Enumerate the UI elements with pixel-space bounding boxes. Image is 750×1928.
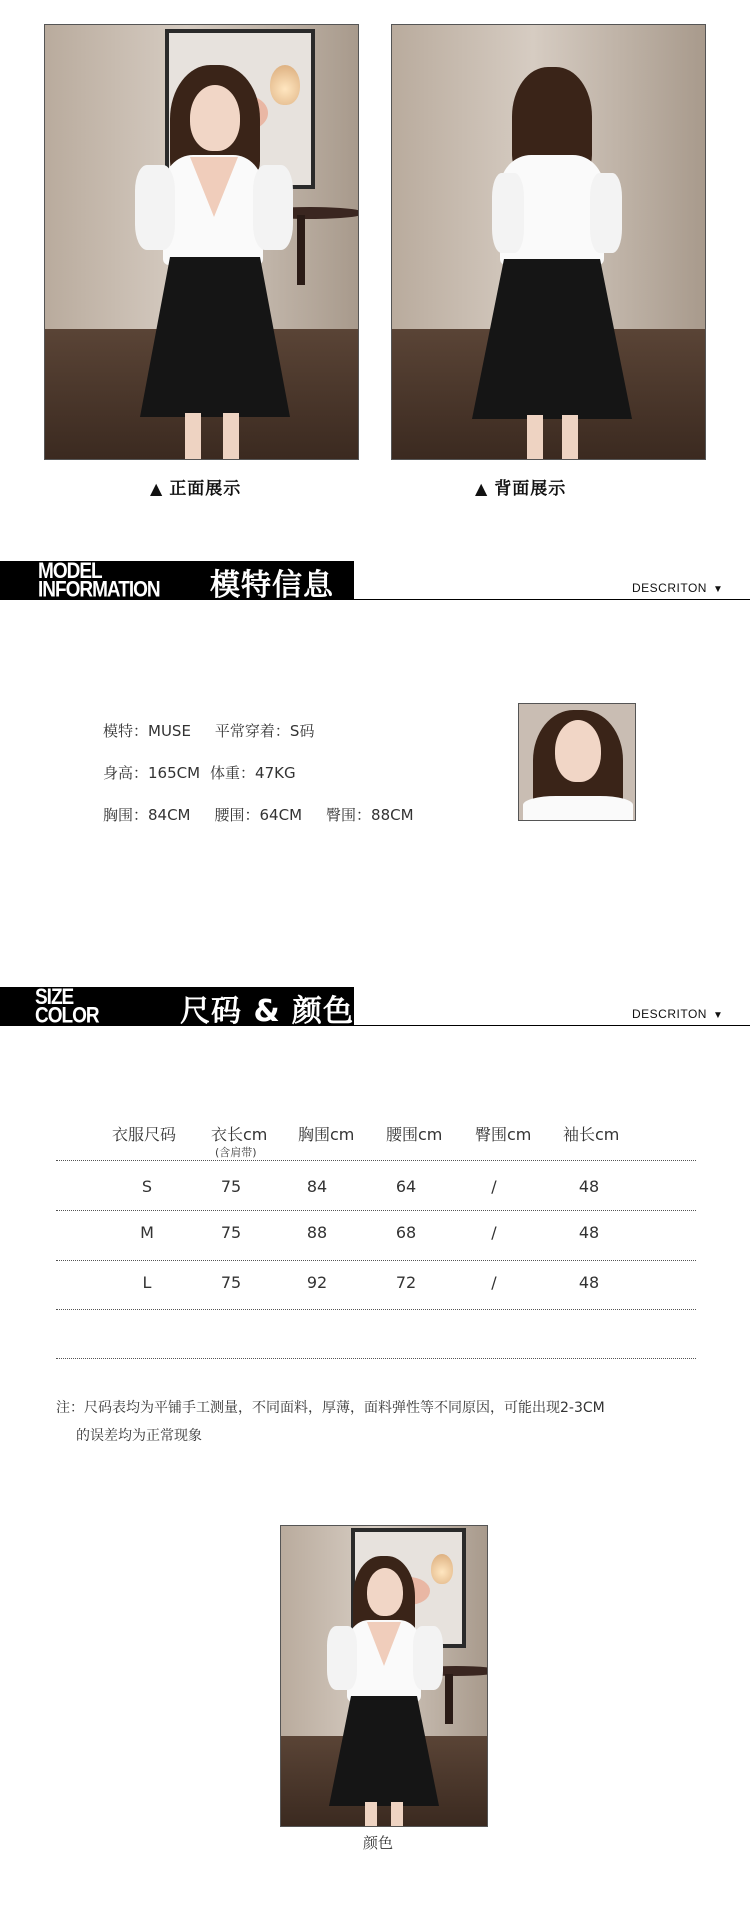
description-label: DESCRITON: [632, 581, 707, 595]
cell-sleeve-m: 48: [578, 1223, 600, 1242]
cell-size-l: L: [142, 1273, 152, 1292]
table-divider: [56, 1358, 696, 1359]
size-color-header-line: [0, 1025, 750, 1026]
table-divider: [56, 1260, 696, 1261]
model-name: 模特：MUSE: [103, 722, 191, 740]
cell-sleeve-s: 48: [578, 1177, 600, 1196]
model-usual-size: 平常穿着：S码: [214, 722, 315, 740]
front-view-photo: [44, 24, 359, 460]
size-color-header-en: [35, 985, 99, 1029]
model-info-en-line2: INFORMATION: [38, 577, 160, 603]
color-caption: 颜色: [363, 1834, 394, 1852]
model-info-header-title: 模特信息: [210, 568, 334, 603]
model-weight: 体重：47KG: [210, 764, 296, 782]
cell-sleeve-l: 48: [578, 1273, 600, 1292]
size-color-description: [632, 1007, 723, 1021]
cell-bust-s: 84: [306, 1177, 328, 1196]
cell-waist-s: 64: [395, 1177, 417, 1196]
model-info-row-2: [103, 762, 320, 783]
measurement-note-line-2: 的误差均为正常现象: [76, 1428, 202, 1444]
cell-size-s: S: [141, 1177, 153, 1196]
header-sleeve: 袖长cm: [563, 1125, 620, 1144]
model-portrait-photo: [518, 703, 636, 821]
model-info-row-3: [103, 804, 438, 825]
table-divider: [56, 1160, 696, 1161]
header-bust: 胸围cm: [298, 1125, 355, 1144]
cell-hip-m: /: [491, 1223, 497, 1242]
model-info-description: [632, 581, 723, 595]
cell-length-s: 75: [220, 1177, 242, 1196]
back-view-photo: [391, 24, 706, 460]
cell-hip-l: /: [491, 1273, 497, 1292]
triangle-down-icon: ▼: [712, 1010, 724, 1021]
color-photo: [280, 1525, 488, 1827]
model-info-header-en: [38, 559, 160, 603]
header-length-note: (含肩带): [215, 1146, 257, 1159]
cell-bust-m: 88: [306, 1223, 328, 1242]
front-view-label: 正面展示: [169, 479, 242, 499]
size-color-en-line2: COLOR: [35, 1003, 99, 1029]
model-bust: 胸围：84CM: [103, 806, 191, 824]
model-height: 身高：165CM: [103, 764, 201, 782]
back-view-label: 背面展示: [494, 479, 567, 499]
back-view-caption: [475, 474, 566, 499]
triangle-down-icon: ▼: [712, 584, 724, 595]
triangle-up-icon: ▲: [475, 479, 489, 498]
size-color-header-title: 尺码 & 颜色: [180, 994, 355, 1029]
model-info-row-1: [103, 720, 338, 741]
cell-length-m: 75: [220, 1223, 242, 1242]
header-size: 衣服尺码: [112, 1125, 177, 1144]
model-waist: 腰围：64CM: [214, 806, 303, 824]
cell-bust-l: 92: [306, 1273, 328, 1292]
measurement-note-line-1: 注：尺码表均为平铺手工测量，不同面料，厚薄，面料弹性等不同原因，可能出现2-3CM: [56, 1400, 605, 1416]
triangle-up-icon: ▲: [150, 479, 164, 498]
cell-length-l: 75: [220, 1273, 242, 1292]
header-waist: 腰围cm: [386, 1125, 443, 1144]
description-label: DESCRITON: [632, 1007, 707, 1021]
model-hip: 臀围：88CM: [326, 806, 414, 824]
front-view-caption: [150, 474, 241, 499]
model-info-en-line1: MODEL: [38, 559, 102, 584]
cell-size-m: M: [140, 1223, 154, 1242]
cell-waist-m: 68: [395, 1223, 417, 1242]
cell-waist-l: 72: [395, 1273, 417, 1292]
size-color-en-line1: SIZE: [35, 985, 74, 1010]
table-divider: [56, 1210, 696, 1211]
header-hip: 臀围cm: [475, 1125, 532, 1144]
header-length: 衣长cm: [211, 1125, 268, 1144]
table-divider: [56, 1309, 696, 1310]
cell-hip-s: /: [491, 1177, 497, 1196]
